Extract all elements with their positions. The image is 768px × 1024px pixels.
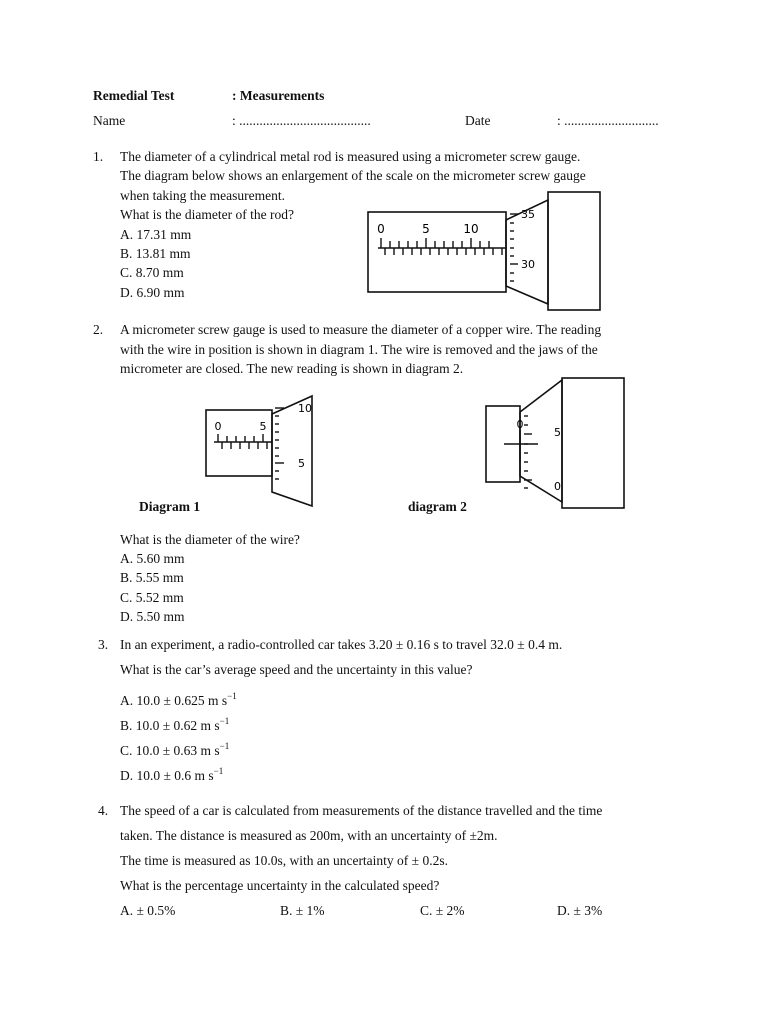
- q2-line-3: micrometer are closed. The new reading is shown in diagram 2.: [120, 361, 464, 376]
- q1-option-d: D. 6.90 mm: [120, 285, 185, 300]
- d1-sleeve-label-0: 0: [214, 420, 222, 433]
- q3-option-d-text: D. 10.0 ± 0.6 m s: [120, 768, 214, 783]
- q4-option-b: B. ± 1%: [280, 903, 325, 918]
- q4-question: What is the percentage uncertainty in the calculated speed?: [120, 878, 440, 893]
- q3-option-d-exp: −1: [213, 765, 224, 776]
- q4-line-3: The time is measured as 10.0s, with an uncertainty of ± 0.2s.: [120, 853, 448, 868]
- q4-line-2: taken. The distance is measured as 200m, with an uncertainty of ±2m.: [120, 828, 498, 843]
- d2-thimble-label-0: 0: [554, 480, 561, 493]
- d1-thimble-label-10: 10: [298, 402, 312, 415]
- q4-option-d: D. ± 3%: [557, 903, 603, 918]
- q3-line-1: In an experiment, a radio-controlled car takes 3.20 ± 0.16 s to travel 32.0 ± 0.4 m.: [120, 637, 563, 652]
- q1-micrometer-figure: [360, 186, 610, 316]
- q1-option-a: A. 17.31 mm: [120, 227, 192, 242]
- q1-number: 1.: [93, 149, 104, 164]
- q1-thimble-label-35: 35: [521, 208, 535, 221]
- q1-question: What is the diameter of the rod?: [120, 207, 294, 222]
- name-blank: : .......................................: [232, 113, 371, 128]
- q1-line-3: when taking the measurement.: [120, 188, 285, 203]
- q3-option-b-exp: −1: [219, 715, 230, 726]
- q2-diagram-1: [200, 390, 330, 515]
- q1-option-c: C. 8.70 mm: [120, 265, 184, 280]
- q2-question: What is the diameter of the wire?: [120, 532, 300, 547]
- q2-option-a: A. 5.60 mm: [120, 551, 185, 566]
- d1-thimble-label-5: 5: [298, 457, 305, 470]
- q1-option-b: B. 13.81 mm: [120, 246, 191, 261]
- q3-option-c-text: C. 10.0 ± 0.63 m s: [120, 743, 220, 758]
- q2-option-b: B. 5.55 mm: [120, 570, 184, 585]
- test-title-label: Remedial Test: [93, 88, 175, 103]
- q2-number: 2.: [93, 322, 104, 337]
- q4-option-c: C. ± 2%: [420, 903, 465, 918]
- q3-option-a-text: A. 10.0 ± 0.625 m s: [120, 693, 228, 708]
- q2-option-d: D. 5.50 mm: [120, 609, 185, 624]
- q2-option-c: C. 5.52 mm: [120, 590, 184, 605]
- q1-line-1: The diameter of a cylindrical metal rod is measured using a micrometer screw gauge.: [120, 149, 581, 164]
- q3-option-c: [120, 740, 230, 759]
- q3-option-c-exp: −1: [219, 740, 230, 751]
- date-blank: : ............................: [557, 113, 659, 128]
- q3-option-b-text: B. 10.0 ± 0.62 m s: [120, 718, 220, 733]
- q4-line-1: The speed of a car is calculated from measurements of the distance travelled and the time: [120, 803, 603, 818]
- name-label: Name: [93, 113, 126, 128]
- diagram-2-caption: diagram 2: [408, 499, 467, 514]
- q1-sleeve-label-5: 5: [422, 222, 430, 236]
- q2-line-1: A micrometer screw gauge is used to measure the diameter of a copper wire. The reading: [120, 322, 602, 337]
- q3-option-d: [120, 765, 224, 784]
- q4-number: 4.: [98, 803, 109, 818]
- q1-sleeve-label-10: 10: [463, 222, 479, 236]
- q4-option-a: A. ± 0.5%: [120, 903, 176, 918]
- test-title-value: : Measurements: [232, 88, 325, 103]
- d2-sleeve-label-0: 0: [516, 418, 524, 431]
- q2-diagram-2: [482, 372, 632, 512]
- d1-sleeve-label-5: 5: [259, 420, 267, 433]
- diagram-1-caption: Diagram 1: [139, 499, 201, 514]
- date-label: Date: [465, 113, 491, 128]
- q1-line-2: The diagram below shows an enlargement of the scale on the micrometer screw gauge: [120, 168, 586, 183]
- q3-number: 3.: [98, 637, 109, 652]
- q1-sleeve-label-0: 0: [377, 222, 385, 236]
- q3-option-a: [120, 690, 237, 709]
- q3-option-b: [120, 715, 230, 734]
- q3-option-a-exp: −1: [227, 690, 237, 701]
- q3-line-2: What is the car’s average speed and the uncertainty in this value?: [120, 662, 473, 677]
- q1-thimble-label-30: 30: [521, 258, 535, 271]
- d2-thimble-label-5: 5: [554, 426, 561, 439]
- q2-line-2: with the wire in position is shown in diagram 1. The wire is removed and the jaws of the: [120, 342, 598, 357]
